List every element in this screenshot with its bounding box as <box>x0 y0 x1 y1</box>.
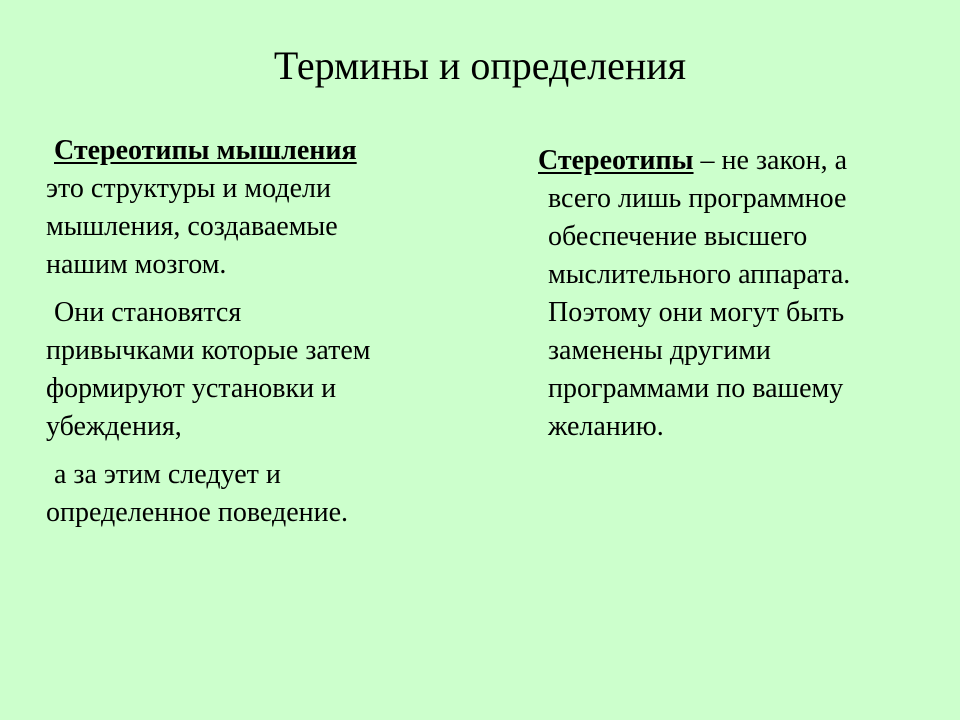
left-habits-line-1: Они становятся <box>54 297 242 328</box>
slide-title: Термины и определения <box>273 43 687 88</box>
left-habits-line-4: убеждения, <box>46 411 182 442</box>
left-column <box>46 132 446 532</box>
left-definition-line-3: нашим мозгом. <box>46 249 227 280</box>
right-first-line <box>538 145 847 176</box>
right-column <box>538 142 938 446</box>
right-line-6: программами по вашему <box>548 373 844 404</box>
right-line-2: обеспечение высшего <box>548 221 808 252</box>
left-habits-line-3: формируют установки и <box>46 373 337 404</box>
left-definition-line-2: мышления, создаваемые <box>46 211 338 242</box>
left-habits-line-2: привычками которые затем <box>46 335 371 366</box>
right-definition-paragraph <box>538 142 938 446</box>
right-line-3: мыслительного аппарата. <box>548 259 851 290</box>
right-line-4: Поэтому они могут быть <box>548 297 845 328</box>
left-definition-paragraph <box>46 132 446 284</box>
left-behavior-paragraph <box>46 456 446 532</box>
left-habits-paragraph <box>46 294 446 446</box>
right-line-5: заменены другими <box>548 335 771 366</box>
left-behavior-line-1: а за этим следует и <box>54 459 281 490</box>
right-term: Стереотипы <box>538 145 694 176</box>
left-behavior-line-2: определенное поведение. <box>46 497 349 528</box>
right-line-7: желанию. <box>548 411 664 442</box>
left-definition-line-1: это структуры и модели <box>46 173 331 204</box>
left-term: Стереотипы мышления <box>54 135 357 166</box>
right-line-1: всего лишь программное <box>548 183 847 214</box>
right-term-suffix: – не закон, а <box>693 145 848 176</box>
